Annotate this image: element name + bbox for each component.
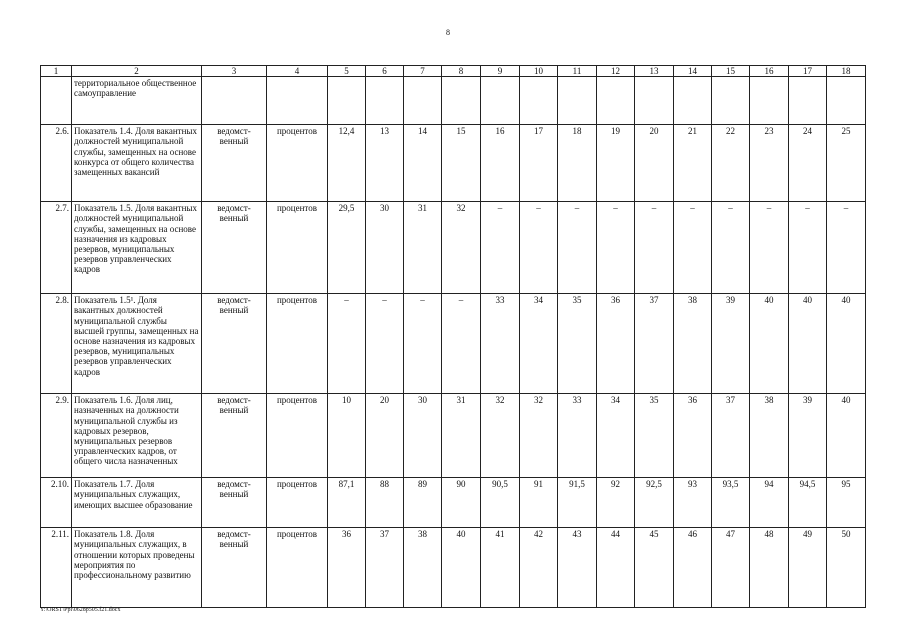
value-cell	[635, 77, 674, 125]
value-cell: 17	[520, 125, 558, 202]
column-number-13: 13	[635, 66, 674, 77]
value-cell: 37	[635, 294, 674, 394]
value-cell: 21	[674, 125, 712, 202]
value-cell: –	[712, 202, 750, 294]
unit-cell: процентов	[267, 394, 328, 478]
value-cell	[366, 77, 404, 125]
value-cell: –	[481, 202, 520, 294]
row-number-cell	[41, 77, 72, 125]
column-number-9: 9	[481, 66, 520, 77]
value-cell: 92,5	[635, 478, 674, 528]
value-cell: 93	[674, 478, 712, 528]
indicator-name-cell: Показатель 1.6. Доля лиц, назначенных на должности муниципальной службы из кадровых резервов, муниципальных резервов управленческих кадров, от общего числа назначенных	[72, 394, 202, 478]
value-cell: 36	[674, 394, 712, 478]
column-number-10: 10	[520, 66, 558, 77]
value-cell: –	[674, 202, 712, 294]
value-cell: 34	[597, 394, 635, 478]
value-cell: –	[789, 202, 827, 294]
column-number-18: 18	[827, 66, 866, 77]
unit-cell: процентов	[267, 294, 328, 394]
column-number-3: 3	[202, 66, 267, 77]
value-cell: 12,4	[328, 125, 366, 202]
indicator-name-cell: Показатель 1.7. Доля муниципальных служащих, имеющих высшее образование	[72, 478, 202, 528]
value-cell: –	[366, 294, 404, 394]
value-cell: 32	[481, 394, 520, 478]
value-cell: 24	[789, 125, 827, 202]
value-cell: –	[328, 294, 366, 394]
value-cell: 40	[442, 528, 481, 608]
value-cell: 91	[520, 478, 558, 528]
row-number-cell: 2.10.	[41, 478, 72, 528]
value-cell: 20	[635, 125, 674, 202]
value-cell: 94,5	[789, 478, 827, 528]
value-cell	[674, 77, 712, 125]
value-cell: 39	[712, 294, 750, 394]
value-cell: –	[597, 202, 635, 294]
value-cell: 14	[404, 125, 442, 202]
value-cell: 37	[366, 528, 404, 608]
value-cell: 44	[597, 528, 635, 608]
column-number-2: 2	[72, 66, 202, 77]
value-cell: 37	[712, 394, 750, 478]
value-cell: 46	[674, 528, 712, 608]
value-cell: 31	[442, 394, 481, 478]
value-cell: 43	[558, 528, 597, 608]
value-cell: –	[827, 202, 866, 294]
value-cell: 38	[674, 294, 712, 394]
column-number-5: 5	[328, 66, 366, 77]
value-cell: 19	[597, 125, 635, 202]
column-number-7: 7	[404, 66, 442, 77]
value-cell: 45	[635, 528, 674, 608]
unit-cell: процентов	[267, 202, 328, 294]
value-cell: 48	[750, 528, 789, 608]
table-row	[41, 294, 866, 394]
column-number-11: 11	[558, 66, 597, 77]
value-cell: 15	[442, 125, 481, 202]
value-cell: 23	[750, 125, 789, 202]
source-cell: ведомст-венный	[202, 125, 267, 202]
value-cell: 95	[827, 478, 866, 528]
value-cell: 32	[520, 394, 558, 478]
table-row	[41, 394, 866, 478]
value-cell: 42	[520, 528, 558, 608]
value-cell	[597, 77, 635, 125]
value-cell: 16	[481, 125, 520, 202]
indicator-name-cell: территориальное общественное самоуправление	[72, 77, 202, 125]
value-cell: 34	[520, 294, 558, 394]
table-row	[41, 528, 866, 608]
value-cell: 31	[404, 202, 442, 294]
value-cell	[520, 77, 558, 125]
value-cell: 93,5	[712, 478, 750, 528]
unit-cell	[267, 77, 328, 125]
column-number-4: 4	[267, 66, 328, 77]
value-cell	[558, 77, 597, 125]
value-cell: 10	[328, 394, 366, 478]
value-cell: 13	[366, 125, 404, 202]
value-cell: 87,1	[328, 478, 366, 528]
value-cell: 33	[558, 394, 597, 478]
value-cell: –	[750, 202, 789, 294]
source-cell: ведомст-венный	[202, 478, 267, 528]
unit-cell: процентов	[267, 478, 328, 528]
value-cell: 22	[712, 125, 750, 202]
value-cell: 50	[827, 528, 866, 608]
value-cell: 90	[442, 478, 481, 528]
value-cell: 40	[827, 394, 866, 478]
indicator-name-cell: Показатель 1.5. Доля вакантных должностей муниципальной службы, замещенных на основе назначения из кадровых резервов, муниципальных резервов управленческих кадров	[72, 202, 202, 294]
row-number-cell: 2.9.	[41, 394, 72, 478]
table-row	[41, 77, 866, 125]
value-cell: 40	[827, 294, 866, 394]
value-cell: 35	[558, 294, 597, 394]
value-cell: –	[404, 294, 442, 394]
value-cell: 40	[789, 294, 827, 394]
table-row	[41, 478, 866, 528]
source-cell: ведомст-венный	[202, 294, 267, 394]
file-path-footer: Y:\ORST\Ppi\0628p505.f21.docx	[40, 607, 121, 613]
value-cell: 49	[789, 528, 827, 608]
column-number-14: 14	[674, 66, 712, 77]
value-cell: 39	[789, 394, 827, 478]
value-cell: 38	[750, 394, 789, 478]
table-row	[41, 125, 866, 202]
value-cell: 41	[481, 528, 520, 608]
row-number-cell: 2.11.	[41, 528, 72, 608]
source-cell: ведомст-венный	[202, 528, 267, 608]
value-cell	[481, 77, 520, 125]
unit-cell: процентов	[267, 528, 328, 608]
source-cell: ведомст-венный	[202, 202, 267, 294]
value-cell: 20	[366, 394, 404, 478]
page-number: 8	[446, 28, 450, 37]
value-cell: 91,5	[558, 478, 597, 528]
column-number-8: 8	[442, 66, 481, 77]
header-row	[41, 66, 866, 77]
indicator-name-cell: Показатель 1.8. Доля муниципальных служащих, в отношении которых проведены мероприятия по профессиональному развитию	[72, 528, 202, 608]
value-cell: 18	[558, 125, 597, 202]
source-cell: ведомст-венный	[202, 394, 267, 478]
column-number-17: 17	[789, 66, 827, 77]
value-cell	[789, 77, 827, 125]
column-number-16: 16	[750, 66, 789, 77]
unit-cell: процентов	[267, 125, 328, 202]
value-cell	[442, 77, 481, 125]
column-number-12: 12	[597, 66, 635, 77]
value-cell: 35	[635, 394, 674, 478]
value-cell: 40	[750, 294, 789, 394]
value-cell: 47	[712, 528, 750, 608]
value-cell: 25	[827, 125, 866, 202]
value-cell: 36	[328, 528, 366, 608]
column-number-1: 1	[41, 66, 72, 77]
value-cell: 94	[750, 478, 789, 528]
indicators-table	[40, 65, 866, 608]
value-cell: –	[635, 202, 674, 294]
value-cell: 29,5	[328, 202, 366, 294]
value-cell: –	[442, 294, 481, 394]
indicator-name-cell: Показатель 1.5¹. Доля вакантных должностей муниципальной службы высшей группы, замещенных на основе назначения из кадровых резервов, муниципальных резервов управленческих кадров	[72, 294, 202, 394]
value-cell: –	[558, 202, 597, 294]
row-number-cell: 2.6.	[41, 125, 72, 202]
row-number-cell: 2.7.	[41, 202, 72, 294]
value-cell	[712, 77, 750, 125]
row-number-cell: 2.8.	[41, 294, 72, 394]
value-cell	[404, 77, 442, 125]
column-number-6: 6	[366, 66, 404, 77]
value-cell	[750, 77, 789, 125]
table-row	[41, 202, 866, 294]
value-cell: 38	[404, 528, 442, 608]
value-cell: 30	[366, 202, 404, 294]
value-cell: 90,5	[481, 478, 520, 528]
value-cell: 92	[597, 478, 635, 528]
value-cell	[827, 77, 866, 125]
indicator-name-cell: Показатель 1.4. Доля вакантных должностей муниципальной службы, замещенных на основе конкурса от общего количества замещенных вакансий	[72, 125, 202, 202]
value-cell: 89	[404, 478, 442, 528]
value-cell: 88	[366, 478, 404, 528]
value-cell: 30	[404, 394, 442, 478]
value-cell: –	[520, 202, 558, 294]
source-cell	[202, 77, 267, 125]
column-number-15: 15	[712, 66, 750, 77]
value-cell: 33	[481, 294, 520, 394]
value-cell	[328, 77, 366, 125]
value-cell: 36	[597, 294, 635, 394]
value-cell: 32	[442, 202, 481, 294]
